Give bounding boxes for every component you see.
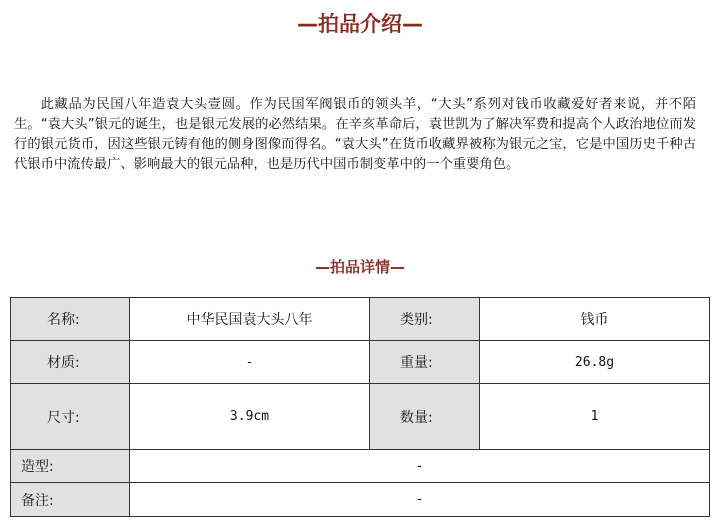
size-label: 尺寸:	[11, 384, 130, 450]
intro-paragraph: 此藏品为民国八年造袁大头壹圆。作为民国军阀银币的领头羊，“大头”系列对钱币收藏爱好者来说，并不陌生。“袁大头”银元的诞生，也是银元发展的必然结果。在辛亥革命后，袁世凯为了解决军费和提高个人政治地位而发行的银元货币，因这些银元铸有他的侧身图像而得名。“袁大头”在货币收藏界被称为银元之宝，它是中国历史千种古代银币中流传最广、影响最大的银元品种，也是历代中国币制变革中的一个重要角色。	[14, 97, 696, 172]
weight-label: 重量:	[370, 341, 480, 384]
table-row	[11, 384, 710, 450]
shape-label: 造型:	[11, 450, 130, 483]
weight-value: 26.8g	[480, 341, 710, 384]
name-label: 名称:	[11, 298, 130, 341]
quantity-label: 数量:	[370, 384, 480, 450]
table-row	[11, 341, 710, 384]
category-label: 类别:	[370, 298, 480, 341]
table-row	[11, 298, 710, 341]
material-label: 材质:	[11, 341, 130, 384]
details-section-title: —拍品详情—	[314, 258, 405, 276]
details-table	[10, 297, 710, 517]
table-row	[11, 450, 710, 483]
table-row	[11, 483, 710, 517]
intro-section-title: —拍品介绍—	[297, 12, 423, 36]
size-value: 3.9cm	[130, 384, 370, 450]
category-value: 钱币	[480, 298, 710, 341]
remark-value: -	[130, 483, 710, 517]
remark-label: 备注:	[11, 483, 130, 517]
shape-value: -	[130, 450, 710, 483]
material-value: -	[130, 341, 370, 384]
name-value: 中华民国袁大头八年	[130, 298, 370, 341]
quantity-value: 1	[480, 384, 710, 450]
